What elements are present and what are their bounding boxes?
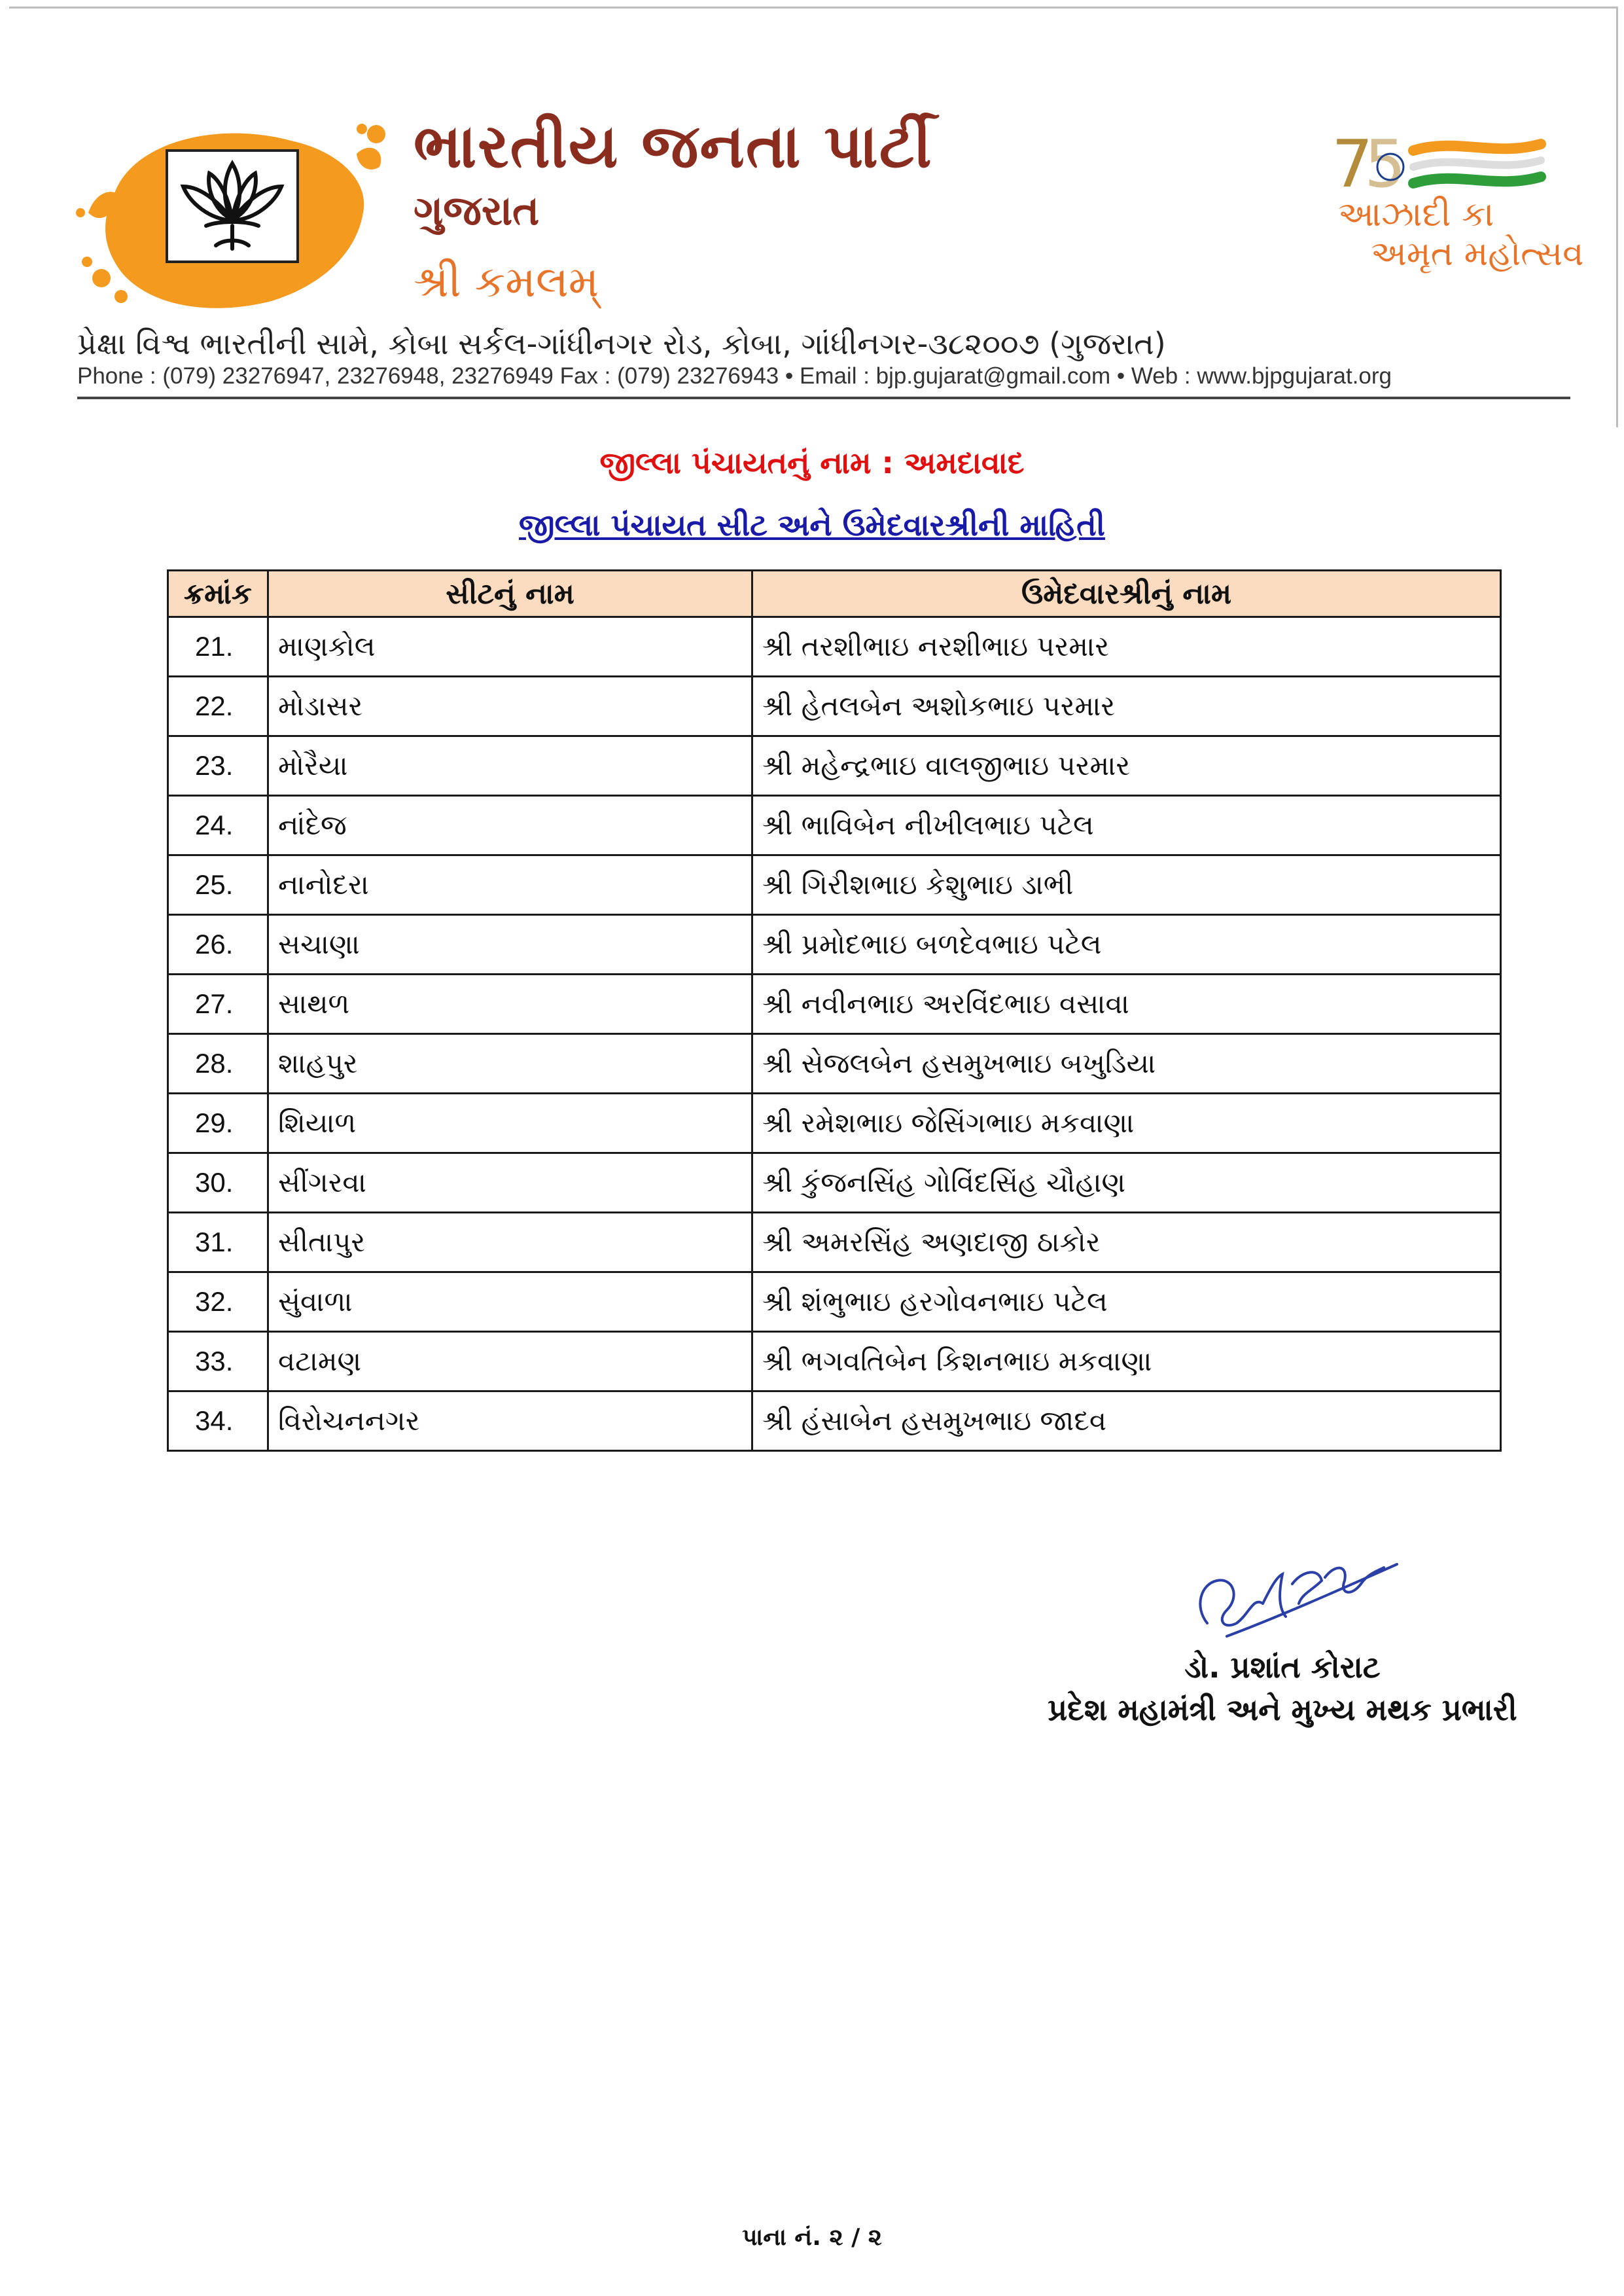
- azadi-line-2: અમૃત મહોત્સવ: [1371, 234, 1584, 274]
- party-name: ભારતીય જનતા પાર્ટી: [414, 111, 933, 181]
- serial-cell: 22.: [168, 677, 268, 736]
- candidate-cell: શ્રી નવીનભાઇ અરવિંદભાઇ વસાવા: [752, 975, 1501, 1034]
- serial-cell: 31.: [168, 1213, 268, 1272]
- seat-cell: સચાણા: [268, 915, 752, 975]
- table-row: [168, 1034, 1501, 1094]
- serial-cell: 26.: [168, 915, 268, 975]
- header-serial: ક્રમાંક: [168, 571, 268, 617]
- candidate-cell: શ્રી શંભુભાઇ હરગોવનભાઇ પટેલ: [752, 1272, 1501, 1332]
- table-row: [168, 855, 1501, 915]
- contact-details: Phone : (079) 23276947, 23276948, 23276949 Fax : (079) 23276943 • Email : bjp.gujarat@gmail.com • Web : www.bjpgujarat.org: [77, 363, 1392, 389]
- serial-cell: 29.: [168, 1094, 268, 1153]
- handwritten-signature: [1188, 1545, 1403, 1649]
- azadi-line-1: આઝાદી કા: [1338, 195, 1494, 234]
- candidate-cell: શ્રી કુંજનસિંહ ગોવિંદસિંહ ચૌહાણ: [752, 1153, 1501, 1213]
- seat-cell: વિરોચનનગર: [268, 1391, 752, 1451]
- candidate-cell: શ્રી રમેશભાઇ જેસિંગભાઇ મકવાણા: [752, 1094, 1501, 1153]
- district-title: જીલ્લા પંચાયતનું નામ : અમદાવાદ: [599, 445, 1025, 480]
- state-name: ગુજરાત: [414, 187, 540, 234]
- candidate-cell: શ્રી હેતલબેન અશોકભાઇ પરમાર: [752, 677, 1501, 736]
- table-row: [168, 677, 1501, 736]
- candidate-cell: શ્રી મહેન્દ્રભાઇ વાલજીભાઇ પરમાર: [752, 736, 1501, 796]
- bjp-lotus-logo: [75, 115, 396, 317]
- table-row: [168, 1094, 1501, 1153]
- serial-cell: 21.: [168, 617, 268, 677]
- seat-cell: સીંગરવા: [268, 1153, 752, 1213]
- candidate-cell: શ્રી ભગવતિબેન કિશનભાઇ મકવાણા: [752, 1332, 1501, 1391]
- table-row: [168, 915, 1501, 975]
- serial-cell: 32.: [168, 1272, 268, 1332]
- seat-cell: શાહપુર: [268, 1034, 752, 1094]
- serial-cell: 34.: [168, 1391, 268, 1451]
- page-number: પાના નં. ૨ / ૨: [742, 2224, 882, 2251]
- serial-cell: 23.: [168, 736, 268, 796]
- candidate-cell: શ્રી અમરસિંહ અણદાજી ઠાકોર: [752, 1213, 1501, 1272]
- seat-cell: સુંવાળા: [268, 1272, 752, 1332]
- seat-cell: મોરૈયા: [268, 736, 752, 796]
- table-row: [168, 1391, 1501, 1451]
- candidate-cell: શ્રી હંસાબેન હસમુખભાઇ જાદવ: [752, 1391, 1501, 1451]
- candidate-cell: શ્રી સેજલબેન હસમુખભાઇ બખુડિયા: [752, 1034, 1501, 1094]
- office-name: શ્રી કમલમ્: [414, 257, 599, 307]
- table-row: [168, 1272, 1501, 1332]
- table-header-row: [168, 571, 1501, 617]
- candidates-table: [167, 569, 1502, 1452]
- seat-cell: વટામણ: [268, 1332, 752, 1391]
- table-title: જીલ્લા પંચાયત સીટ અને ઉમેદવારશ્રીની માહિતી: [519, 507, 1105, 543]
- seat-cell: શિયાળ: [268, 1094, 752, 1153]
- seat-cell: સાથળ: [268, 975, 752, 1034]
- table-row: [168, 796, 1501, 855]
- candidate-cell: શ્રી ભાવિબેન નીખીલભાઇ પટેલ: [752, 796, 1501, 855]
- serial-cell: 33.: [168, 1332, 268, 1391]
- seat-cell: નાનોદરા: [268, 855, 752, 915]
- serial-cell: 30.: [168, 1153, 268, 1213]
- serial-cell: 24.: [168, 796, 268, 855]
- seat-cell: નાંદેજ: [268, 796, 752, 855]
- candidate-cell: શ્રી પ્રમોદભાઇ બળદેવભાઇ પટેલ: [752, 915, 1501, 975]
- header-seat-name: સીટનું નામ: [268, 571, 752, 617]
- table-row: [168, 1213, 1501, 1272]
- table-row: [168, 1153, 1501, 1213]
- office-address: પ્રેક્ષા વિશ્વ ભારતીની સામે, કોબા સર્કલ-ગાંધીનગર રોડ, કોબા, ગાંધીનગર-૩૮૨૦૦૭ (ગુજરાત): [77, 326, 1166, 361]
- seat-cell: સીતાપુર: [268, 1213, 752, 1272]
- svg-text:5: 5: [1364, 126, 1406, 202]
- serial-cell: 25.: [168, 855, 268, 915]
- header-divider: [77, 397, 1570, 399]
- candidate-cell: શ્રી તરશીભાઇ નરશીભાઇ પરમાર: [752, 617, 1501, 677]
- serial-cell: 28.: [168, 1034, 268, 1094]
- table-row: [168, 736, 1501, 796]
- header-candidate-name: ઉમેદવારશ્રીનું નામ: [752, 571, 1501, 617]
- table-row: [168, 617, 1501, 677]
- table-row: [168, 975, 1501, 1034]
- signatory-designation: પ્રદેશ મહામંત્રી અને મુખ્ય મથક પ્રભારી: [1048, 1692, 1517, 1727]
- serial-cell: 27.: [168, 975, 268, 1034]
- signatory-name: ડો. પ્રશાંત કોરાટ: [1184, 1649, 1381, 1685]
- table-row: [168, 1332, 1501, 1391]
- svg-text:7: 7: [1332, 126, 1373, 202]
- seat-cell: માણકોલ: [268, 617, 752, 677]
- candidate-cell: શ્રી ગિરીશભાઇ કેશુભાઇ ડાભી: [752, 855, 1501, 915]
- seat-cell: મોડાસર: [268, 677, 752, 736]
